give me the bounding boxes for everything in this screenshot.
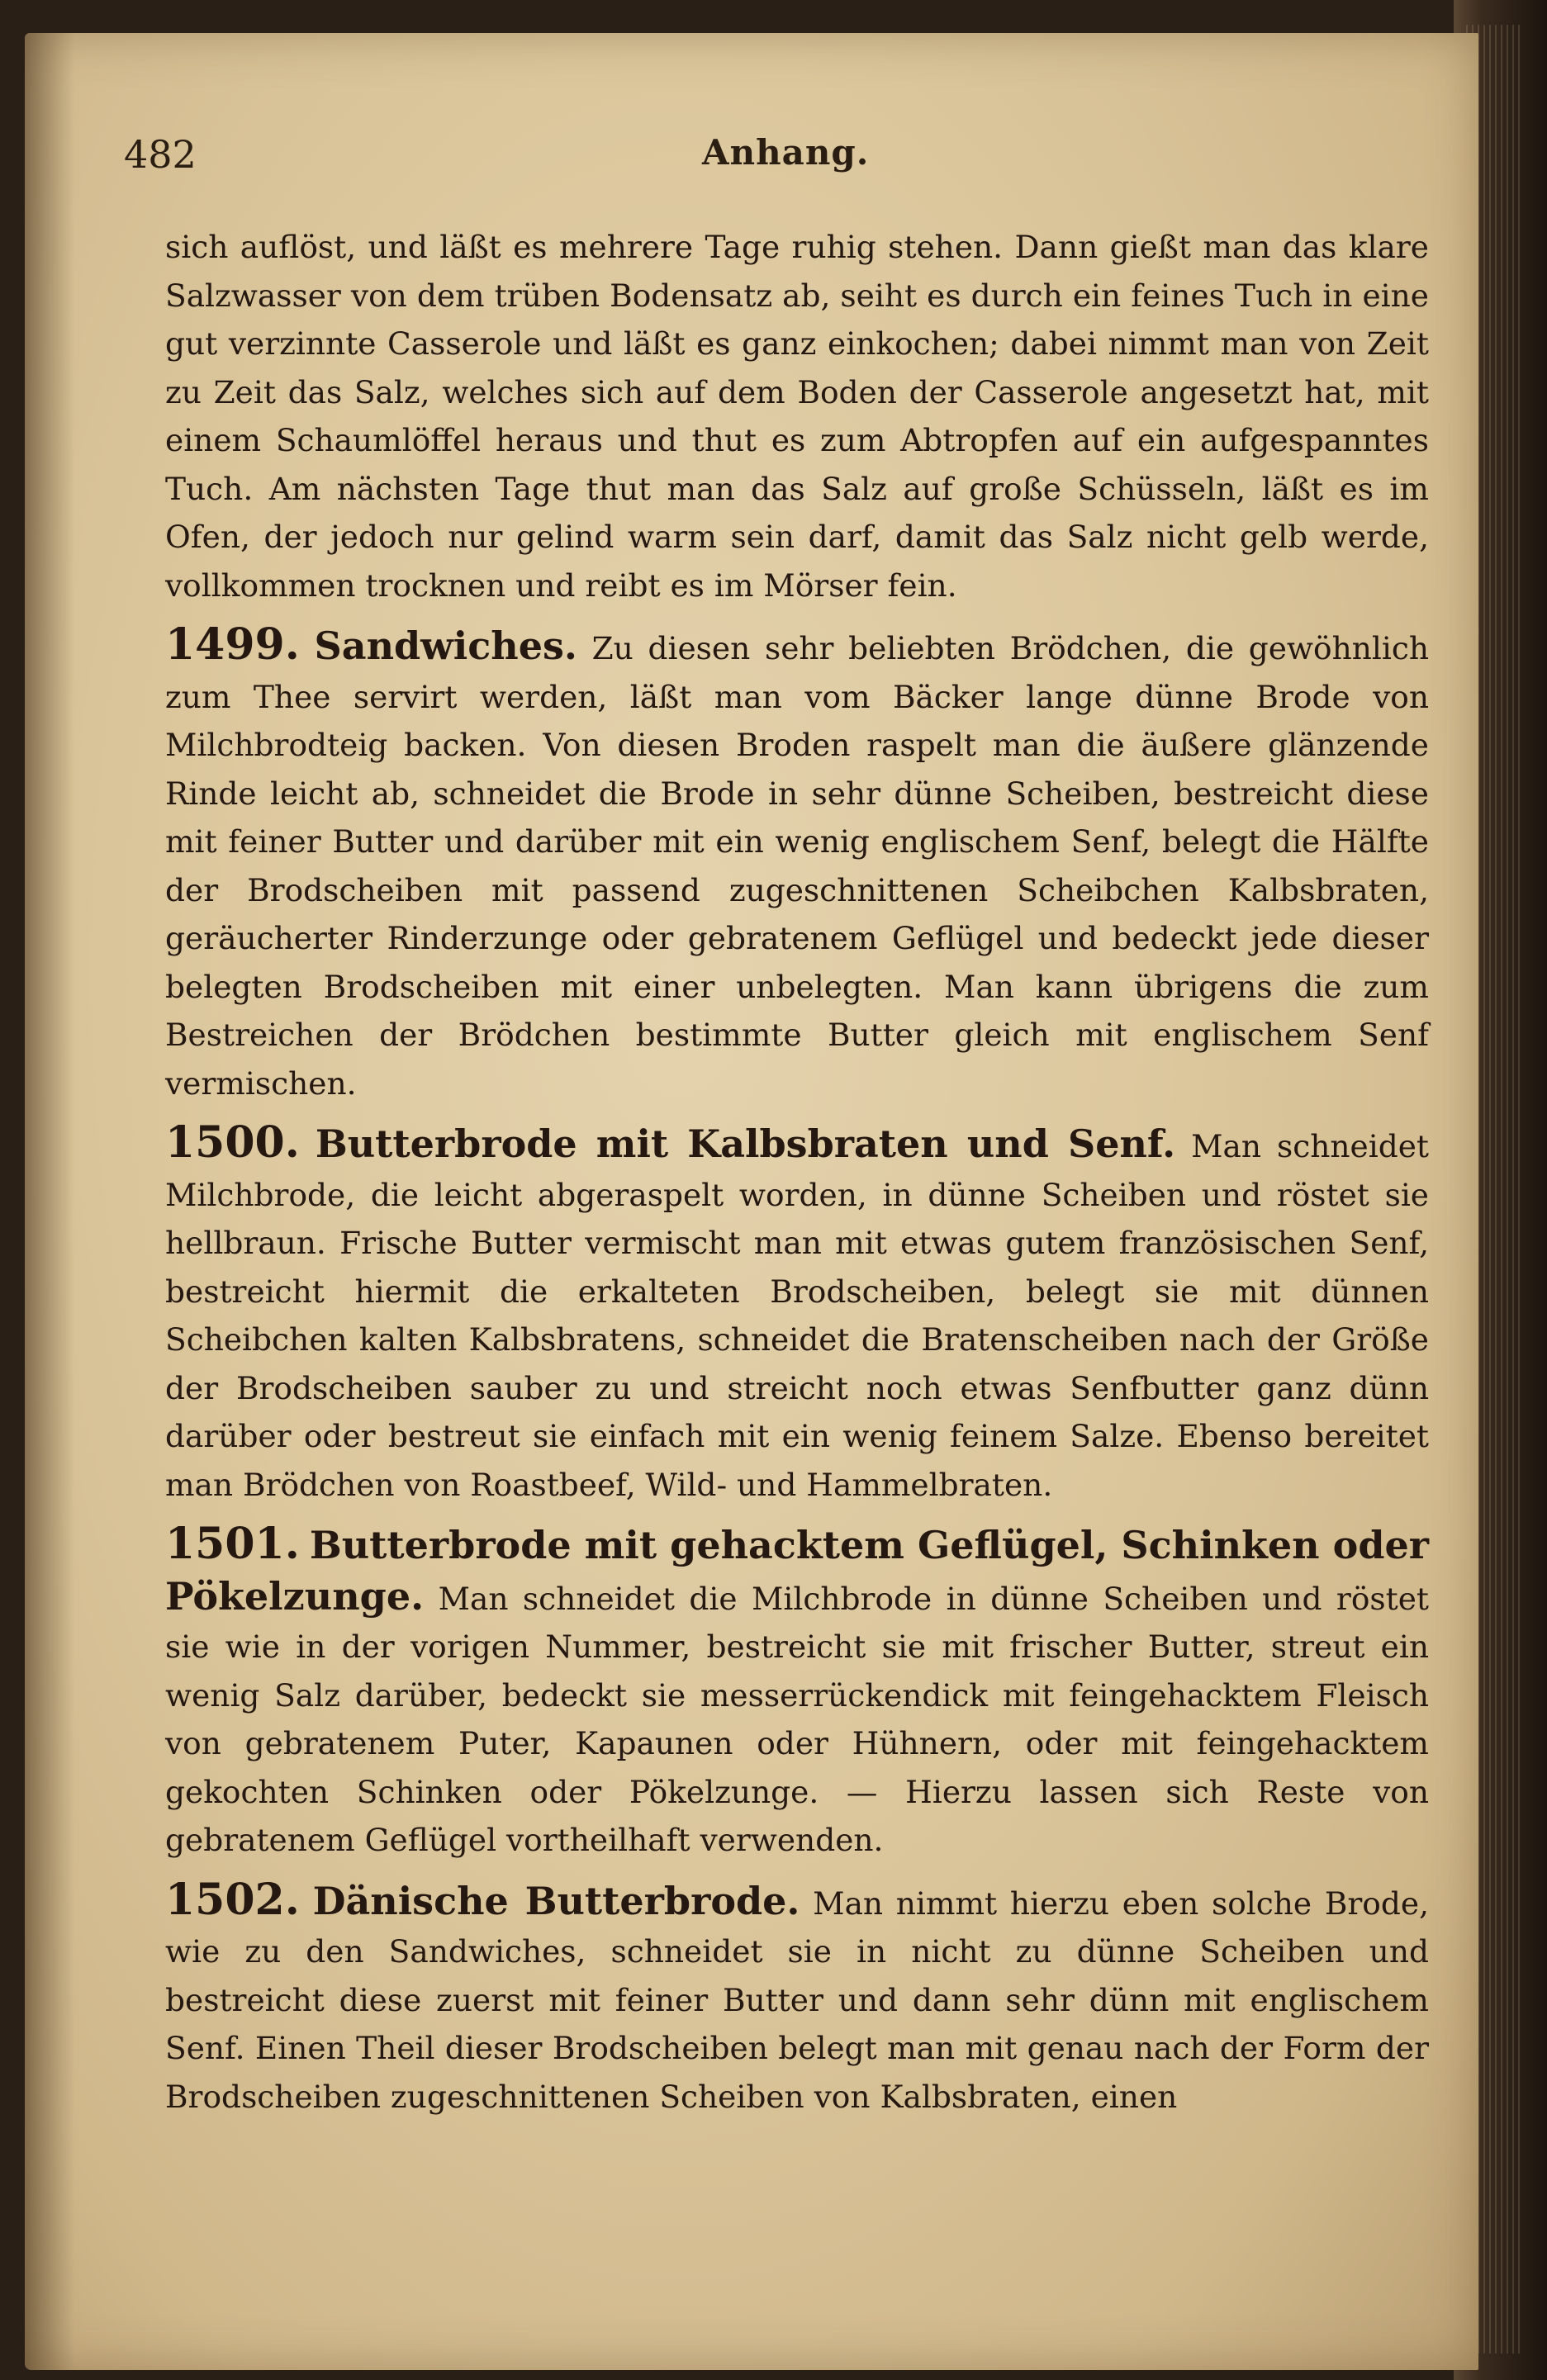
body-text [165,223,1429,2129]
running-title: Anhang. [702,132,870,173]
recipe-text: Zu diesen sehr beliebten Brödchen, die gewöhnlich zum Thee servirt werden, läßt man vom Bäcker lange dünne Brode von Milchbrodteig backen. Von diesen Broden raspelt man die äußere glänzende Rinde leicht ab, schneidet die Brode in sehr dünne Scheiben, bestreicht diese mit feiner Butter und darüber mit ein wenig englischem Senf, belegt die Hälfte der Brodscheiben mit passend zugeschnittenen Scheibchen Kalbsbraten, geräucherter Rinderzunge oder gebratenem Geflügel und bedeckt jede dieser belegten Brodscheiben mit einer unbelegten. Man kann übrigens die zum Bestreichen der Brödchen bestimmte Butter gleich mit englischem Senf vermischen. [165,630,1430,1102]
recipe-number: 1501. [165,1519,300,1569]
recipe-text: Man schneidet Milchbrode, die leicht abgeraspelt worden, in dünne Scheiben und röstet sie hellbraun. Frische Butter vermischt man mit etwas gutem französischen Senf, bestreicht hiermit die erkalteten Brodscheiben, belegt sie mit dünnen Scheibchen kalten Kalbsbratens, schneidet die Bratenscheiben nach der Größe der Brodscheiben sauber zu und streicht noch etwas Senfbutter ganz dünn darüber oder bestreut sie einfach mit ein wenig feinem Salze. Ebenso bereitet man Brödchen von Roastbeef, Wild- und Hammelbraten. [165,1128,1429,1503]
recipe-1500 [165,1119,1429,1509]
recipe-heading: Dänische Butterbrode. [312,1878,800,1923]
recipe-1499 [165,621,1429,1107]
page-gutter-shadow [25,33,74,2370]
paragraph-continuation [165,223,1429,609]
book-page [25,33,1478,2370]
recipe-text: Man nimmt hierzu eben solche Brode, wie zu den Sandwiches, schneidet sie in nicht zu dünne Scheiben und bestreicht diese zuerst mit feiner Butter und dann sehr dünn mit englischem Senf. Einen Theil dieser Brodscheiben belegt man mit genau nach der Form der Brodscheiben zugeschnittenen Scheiben von Kalbsbraten, einen [165,1885,1429,2115]
recipe-1502 [165,1876,1429,2122]
running-head [124,124,1429,190]
recipe-text: Man schneidet die Milchbrode in dünne Scheiben und röstet sie wie in der vorigen Nummer, bestreicht sie mit frischer Butter, streut ein wenig Salz darüber, bedeckt sie messerrückendick mit feingehacktem Fleisch von gebratenem Puter, Kapaunen oder Hühnern, oder mit feingehacktem gekochten Schinken oder Pökelzunge. — Hierzu lassen sich Reste von gebratenem Geflügel vortheilhaft verwenden. [165,1580,1429,1858]
recipe-number: 1499. [165,619,300,670]
recipe-heading: Butterbrode mit gehacktem Geflügel, Schinken oder Pökelzunge. [165,1523,1430,1619]
recipe-heading: Sandwiches. [314,623,577,668]
paragraph-text: sich auflöst, und läßt es mehrere Tage ruhig stehen. Dann gießt man das klare Salzwasser von dem trüben Bodensatz ab, seiht es durch ein feines Tuch in eine gut verzinnte Casserole und läßt es ganz einkochen; dabei nimmt man von Zeit zu Zeit das Salz, welches sich auf dem Boden der Casserole angesetzt hat, mit einem Schaumlöffel heraus und thut es zum Abtropfen auf ein aufgespanntes Tuch. Am nächsten Tage thut man das Salz auf große Schüsseln, läßt es im Ofen, der jedoch nur gelind warm sein darf, damit das Salz nicht gelb werde, vollkommen trocknen und reibt es im Mörser fein. [165,229,1429,604]
recipe-number: 1500. [165,1117,300,1168]
page-number: 482 [124,132,197,177]
recipe-number: 1502. [165,1874,300,1925]
recipe-1501 [165,1520,1429,1865]
recipe-heading: Butterbrode mit Kalbsbraten und Senf. [315,1121,1176,1166]
